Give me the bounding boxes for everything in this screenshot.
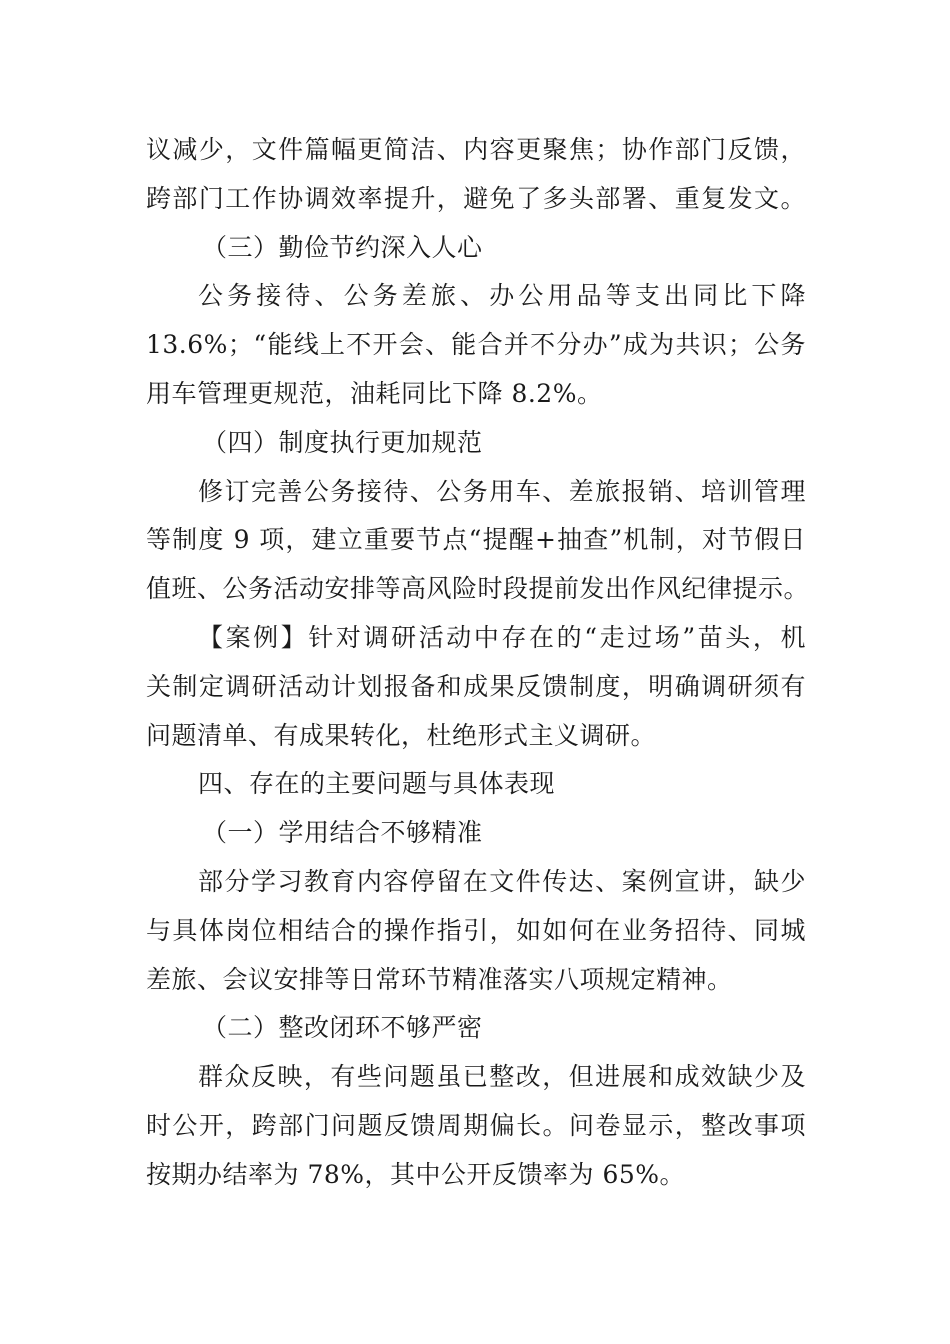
body-line: 用车管理更规范，油耗同比下降 8.2%。: [146, 378, 603, 408]
body-line: 问题清单、有成果转化，杜绝形式主义调研。: [146, 720, 657, 750]
paragraph-start-line: 群众反映，有些问题虽已整改，但进展和成效缺少及: [198, 1062, 806, 1092]
section-heading: （四）制度执行更加规范: [202, 427, 483, 457]
body-line: 议减少，文件篇幅更简洁、内容更聚焦；协作部门反馈，: [146, 135, 806, 164]
paragraph-start-line: 修订完善公务接待、公务用车、差旅报销、培训管理: [198, 476, 806, 506]
document-body: [146, 126, 810, 1200]
body-line: 与具体岗位相结合的操作指引，如如何在业务招待、同城: [146, 915, 806, 945]
paragraph-start-line: 部分学习教育内容停留在文件传达、案例宣讲，缺少: [198, 866, 806, 896]
body-line: 等制度 9 项，建立重要节点“提醒+抽查”机制，对节假日: [146, 525, 806, 555]
section-heading: （三）勤俭节约深入人心: [202, 232, 483, 262]
body-line: 时公开，跨部门问题反馈周期偏长。问卷显示，整改事项: [146, 1110, 806, 1140]
body-line: 13.6%；“能线上不开会、能合并不分办”成为共识；公务: [146, 330, 806, 360]
paragraph-start-line: 公务接待、公务差旅、办公用品等支出同比下降: [198, 281, 806, 311]
body-line: 差旅、会议安排等日常环节精准落实八项规定精神。: [146, 964, 733, 994]
case-paragraph-start-line: 【案例】针对调研活动中存在的“走过场”苗头，机: [198, 622, 806, 652]
body-line: 按期办结率为 78%，其中公开反馈率为 65%。: [146, 1159, 686, 1189]
section-heading: （一）学用结合不够精准: [202, 818, 483, 848]
section-heading: （二）整改闭环不够严密: [202, 1013, 483, 1043]
chapter-heading: 四、存在的主要问题与具体表现: [198, 769, 556, 799]
body-line: 跨部门工作协调效率提升，避免了多头部署、重复发文。: [146, 183, 806, 213]
body-line: 关制定调研活动计划报备和成果反馈制度，明确调研须有: [146, 671, 806, 701]
body-line: 值班、公务活动安排等高风险时段提前发出作风纪律提示。: [146, 574, 810, 604]
